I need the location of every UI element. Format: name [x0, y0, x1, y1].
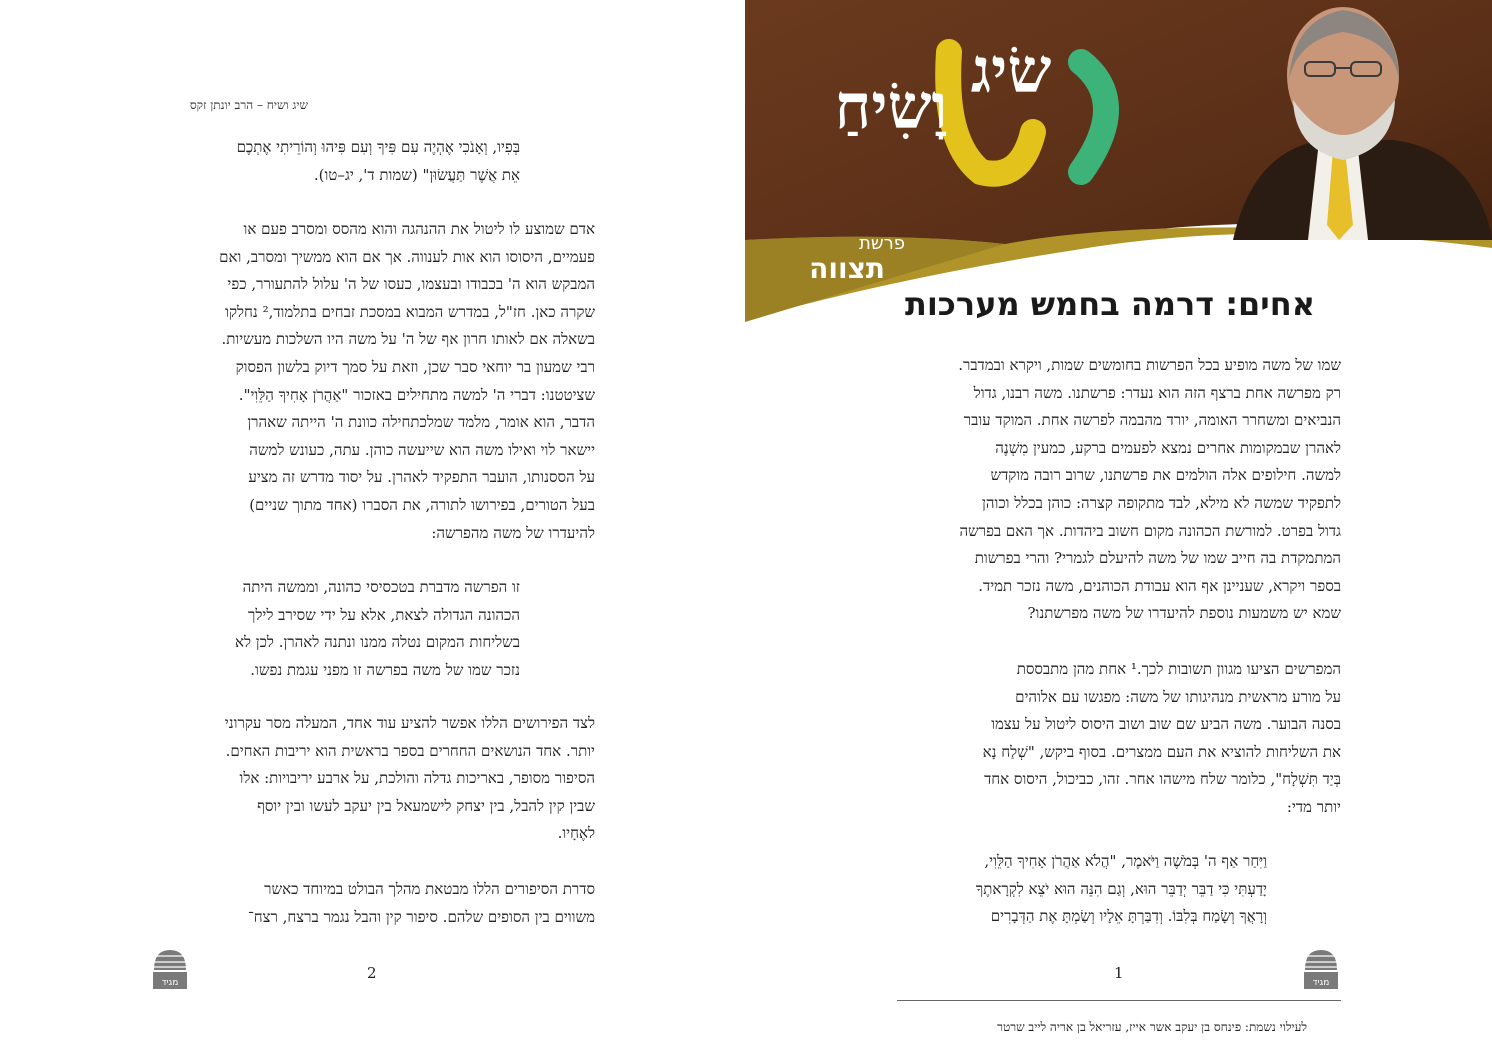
- text-line: בְּיַד תִּשְׁלָח", כלומר שלח מישהו אחר. זהו, כביכול, היסוס אחד: [984, 770, 1341, 789]
- quote-line: אֵת אֲשֶׁר תַּעֲשׂוּן" (שמות ד', יג–טו).: [313, 165, 520, 184]
- paragraph-3: [150, 876, 595, 931]
- text-line: בשאלה אם לאותו חרון אף של ה' על משה היו השלכות מעשיות.: [221, 330, 595, 349]
- quote-line: בְּפִיו, וְאָנֹכִי אֶהְיֶה עִם פִּיךָ וְעִם פִּיהוּ וְהוֹרֵיתִי אֶתְכֶם: [236, 138, 520, 156]
- publisher-name: מגיד: [161, 978, 179, 988]
- text-line: את השליחות להוציא את העם ממצרים. בסוף ביקש, "שְׁלַח נָא: [982, 742, 1341, 761]
- series-title-line2: וָשִׂיחַ: [834, 70, 948, 143]
- publisher-logo: [1303, 948, 1339, 990]
- text-line: שמו של משה מופיע בכל הפרשות בחומשים שמות, ויקרא ובמדבר.: [958, 356, 1341, 374]
- quote-line: זו הפרשה מדברת בטכסיסי כהונה, וממשה היתה: [242, 578, 520, 596]
- text-line: לאהרן שבמקומות אחרים נמצא לפעמים ברקע, כמעין מִשְׁנֶה: [995, 438, 1341, 457]
- text-line: שקרה כאן. חז"ל, במדרש המבוא במסכת זבחים בתלמוד,² נחלקו: [225, 302, 595, 321]
- parasha-label: [761, 234, 911, 284]
- header-banner: [745, 0, 1492, 322]
- text-line: שציטטנו: דברי ה' למשה מתחילים באזכור "אַהֲרֹן אָחִיךָ הַלֵּוִי".: [238, 385, 595, 404]
- text-line: יותר. אחד הנושאים החחרים בספר בראשית הוא יריבות האחים.: [225, 741, 595, 760]
- parasha-prefix: פרשת: [859, 233, 905, 254]
- text-line: רק מפרשה אחת ברצף הזה הוא נעדר: פרשתנו. משה רבנו, גדול: [973, 383, 1341, 402]
- text-line: המבקש הוא ה' בכבודו ובעצמו, כעסו של ה' עלול להתעורר, כפי: [227, 275, 595, 294]
- left-page: [0, 0, 745, 1058]
- text-line: בסנה הבוער. משה הביע שם שוב ושוב היסוס ליטול על עצמו: [991, 715, 1341, 734]
- text-line: המתמקדת בה חייב שמו של משה להיעלם לגמרי? והרי בפרשות: [974, 549, 1341, 568]
- paragraph-2: [150, 710, 595, 848]
- right-page: [745, 0, 1492, 1058]
- text-line: לאֶחָיו.: [557, 824, 595, 843]
- text-line: שבין קין להבל, בין יצחק לישמעאל בין יעקב לעשו ובין יוסף: [257, 796, 595, 815]
- text-line: יותר מדי:: [1286, 797, 1341, 816]
- publisher-name: מגיד: [1312, 978, 1330, 988]
- quote-line: נזכר שמו של משה בפרשה זו מפני עגמת נפשו.: [250, 660, 520, 679]
- text-line: הדבר, הוא אומר, מלמד שמלכתחילה כוונת ה' הייתה שאהרן: [247, 413, 595, 432]
- publisher-emblem-icon: [1303, 948, 1339, 990]
- page-number: 2: [367, 964, 377, 982]
- text-line: סדרת הסיפורים הללו מבטאת מהלך הבולט במיוחד כאשר: [264, 880, 595, 898]
- publisher-emblem-icon: [152, 948, 188, 990]
- paragraph-1: [897, 352, 1341, 628]
- text-line: גדול בפרט. למורשת הכהונה מקום חשוב ביהדות. אך האם בפרשה: [959, 521, 1341, 540]
- text-line: לתפקיד שמשה לא מילא, לבד מתקופה קצרה: כוהן בכלל וכוהן: [982, 493, 1341, 512]
- quote-bottom: [897, 848, 1267, 931]
- text-line: שמא יש משמעות נוספת להיעדרו של משה מפרשתנו?: [1027, 604, 1341, 623]
- quote-line: יָדַעְתִּי כִּי דַבֵּר יְדַבֵּר הוּא, וְגַם הִנֵּה הוּא יֹצֵא לִקְרָאתֶךָ: [975, 879, 1267, 898]
- text-line: בעל הטורים, בפירושו לתורה, את הסברו (אחד מתוך שניים): [249, 495, 595, 514]
- paragraph-2: [897, 656, 1341, 822]
- text-line: להיעדרו של משה מהפרשה:: [431, 523, 595, 542]
- text-line: פעמיים, היסוסו הוא אות לענווה. אך אם הוא ממשיך ומסרב, ואם: [219, 247, 595, 266]
- footer-divider: [897, 1000, 1341, 1001]
- quote-line: בשליחות המקום נטלה ממנו ונתנה לאהרן. לכן לא: [234, 633, 520, 652]
- running-head: שיג ושיח – הרב יונתן זקס: [189, 98, 308, 112]
- quote-top: [150, 134, 520, 189]
- text-line: בספר ויקרא, שעניינן אף הוא עבודת הכוהנים, משה נזכר תמיד.: [978, 576, 1341, 595]
- series-title-logo: [781, 22, 1121, 202]
- parasha-name: תצווה: [809, 252, 885, 285]
- article-title: אחים: דרמה בחמש מערכות: [904, 285, 1315, 323]
- quote-line: וְרָאֲךָ וְשָׂמַח בְּלִבּוֹ. וְדִבַּרְתָּ אֵלָיו וְשַׂמְתָּ אֶת הַדְּבָרִים: [990, 907, 1267, 926]
- quote-middle: [150, 574, 520, 684]
- quote-line: הכהונה הגדולה לצאת, אלא על ידי שסירב לילך: [248, 605, 520, 624]
- text-line: על מורע מראשית מנהיגותו של משה: מפגשו עם אלוהים: [1015, 687, 1341, 706]
- series-title-line1: שׂיג: [970, 34, 1052, 107]
- text-line: הסיפור מסופר, באריכות גדלה והולכת, על ארבע יריבויות: אלו: [239, 769, 595, 788]
- text-line: למשה. חילופים אלה הולמים את פרשתנו, שרוב רובה מוקדש: [990, 466, 1341, 485]
- text-line: אדם שמוצע לו ליטול את ההנהגה והוא מהסס ומסרב פעם או: [243, 220, 595, 238]
- text-line: המפרשים הציעו מגוון תשובות לכך.¹ אחת מהן מתבססת: [1016, 660, 1341, 678]
- page-number: 1: [1114, 964, 1124, 982]
- text-line: על הססנותו, הועבר התפקיד לאהרן. על יסוד מדרש זה מציע: [248, 468, 595, 487]
- text-line: רבי שמעון בר יוחאי סבר שכן, וזאת על סמך דיוק בלשון הפסוק: [235, 357, 595, 376]
- text-line: משווים בין הסופים שלהם. סיפור קין והבל נגמר ברצח, רצח־: [248, 907, 595, 926]
- quote-line: וַיִּחַר אַף ה' בְּמֹשֶׁה וַיֹּאמֶר, "הֲלֹא אַהֲרֹן אָחִיךָ הַלֵּוִי,: [984, 852, 1267, 870]
- text-line: לצד הפירושים הללו אפשר להציע עוד אחד, המעלה מסר עקרוני: [224, 714, 595, 732]
- publisher-logo: [152, 948, 188, 990]
- paragraph-1: [150, 216, 595, 547]
- text-line: יישאר לוי ואילו משה הוא שייעשה כוהן. עתה, כעונש למשה: [249, 440, 595, 459]
- dedication-note: לעילוי נשמת: פינחס בן יעקב אשר אייז, עזריאל בן אריה לייב שרטר: [997, 1020, 1307, 1034]
- text-line: הנביאים ומשחרר האומה, יורד מהבמה לפרשה אחת. המוקד עובר: [963, 411, 1341, 430]
- author-portrait: [1193, 0, 1492, 240]
